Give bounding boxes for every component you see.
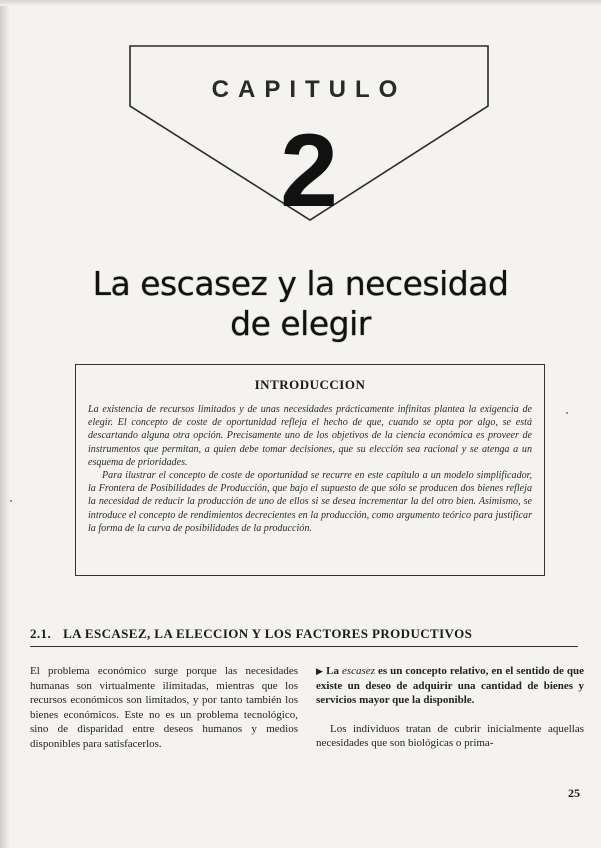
scan-speck [10,500,12,502]
triangle-bullet-icon: ▶ [316,666,324,676]
section-header [30,626,578,647]
definition-lead: La [326,665,342,677]
body-column-right [316,664,584,751]
definition-paragraph [316,664,584,708]
scan-edge-shadow [0,0,10,848]
chapter-emblem [128,44,490,229]
chapter-label: CAPITULO [211,76,407,103]
scan-speck [566,412,568,414]
chapter-title [40,264,561,344]
chapter-title-line-1: La escasez y la necesidad [92,264,509,303]
definition-text: es un concepto relativo, en el sentido de que existe un deseo de adquirir una cantidad de bienes y servicios mayor que la disponible. [316,665,585,707]
definition-term: escasez [341,665,375,677]
chapter-title-line-2: de elegir [230,304,371,343]
section-title: LA ESCASEZ, LA ELECCION Y LOS FACTORES PRODUCTIVOS [63,626,473,641]
section-number: 2.1. [30,626,52,641]
scan-top-shadow [0,0,601,6]
body-paragraph-left: El problema económico surge porque las necesidades humanas son virtualmente ilimitadas, mientras que los recursos económicos son limitados, y por tanto también los bienes económicos. Este no es un problema tecnológico, sino de disparidad entre deseos humanos y medios disponibles para satisfacerlos. [30,665,298,750]
introduction-paragraph-1: La existencia de recursos limitados y de unas necesidades prácticamente infinitas plantea la exigencia de elegir. El concepto de coste de oportunidad refleja el hecho de que, cuando se opta por algo, se está descartando alguna otra opción. Precisamente uno de los objetivos de la ciencia económica es proveer de instrumentos que permitan, a quien debe tomar decisiones, que su elección sea racional y se atenga a un esquema de prioridades. [88,404,532,468]
introduction-heading: INTRODUCCION [254,377,366,392]
page-number: 25 [568,786,580,800]
body-column-left [30,664,298,752]
chapter-number: 2 [280,113,338,229]
body-paragraph-right: Los individuos tratan de cubrir inicialmente aquellas necesidades que son biológicas o prima- [316,722,584,750]
introduction-paragraph-2: Para ilustrar el concepto de coste de oportunidad se recurre en este capítulo a un modelo simplificador, la Frontera de Posibilidades de Producción, que bajo el supuesto de que sólo se producen dos bienes refleja la necesidad de reducir la producción de uno de ellos si se desea incrementar la del otro bien. Asimismo, se introduce el concepto de rendimientos decrecientes en la producción, como argumento teórico para justificar la forma de la curva de posibilidades de la producción. [88,470,532,534]
introduction-box [75,364,545,576]
